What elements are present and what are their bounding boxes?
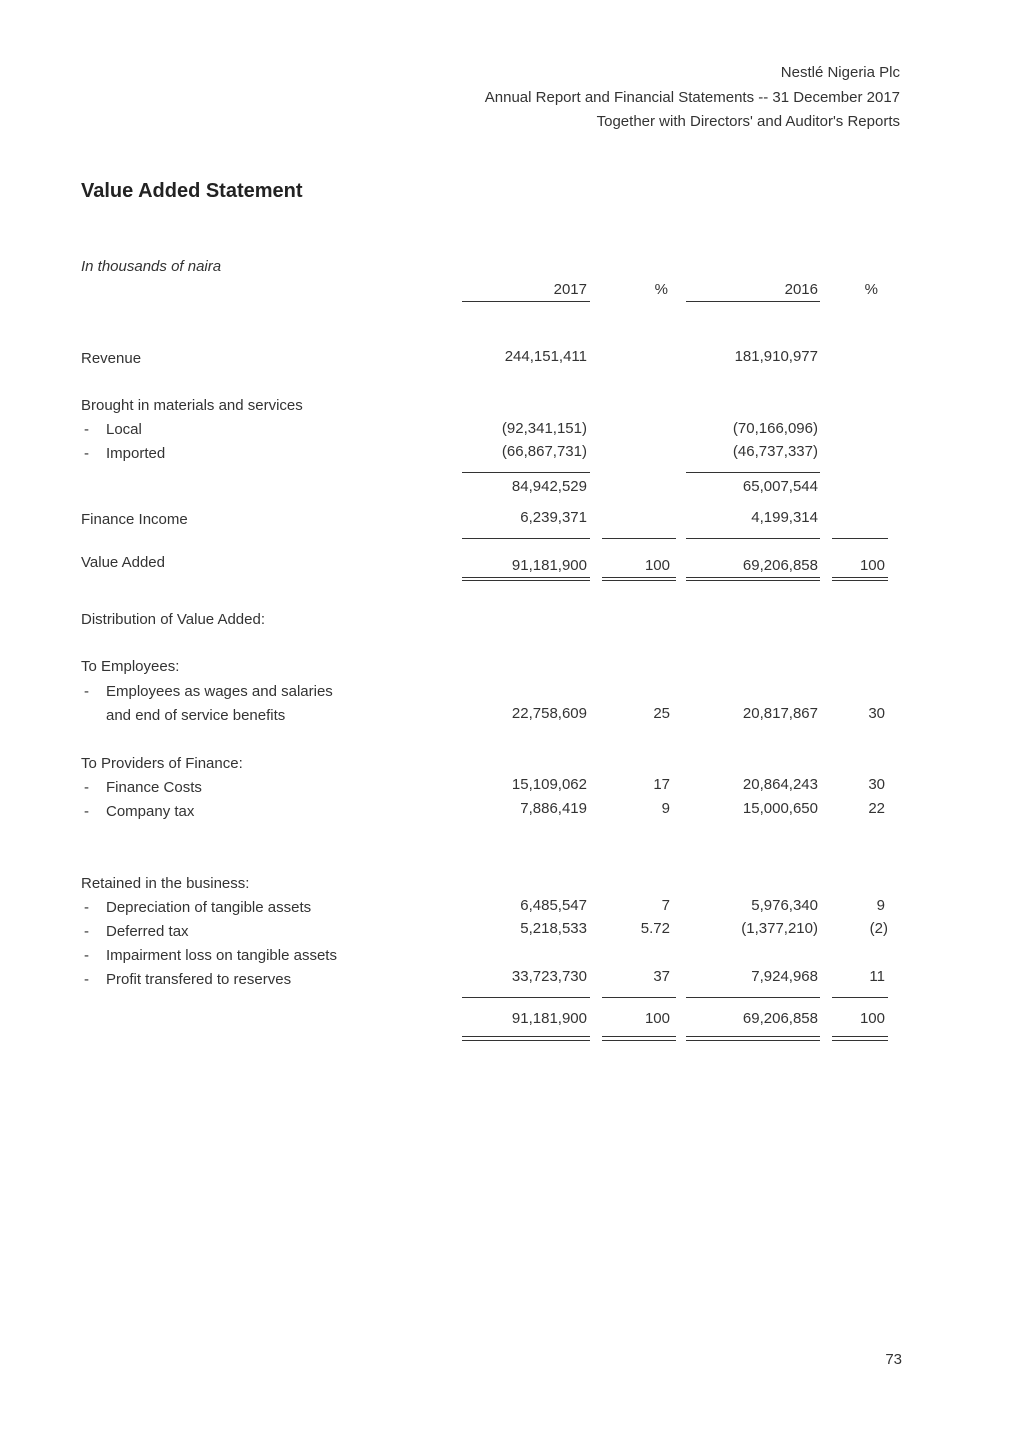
total-dbl-a-2016 [686, 1036, 820, 1037]
local-2016: (70,166,096) [732, 420, 818, 437]
value-added-percent-2016: 100 [859, 557, 885, 574]
local-2017: (92,341,151) [501, 420, 587, 437]
finance-costs-2016: 20,864,243 [742, 776, 818, 793]
depreciation-label: Depreciation of tangible assets [106, 899, 312, 916]
distribution-label: Distribution of Value Added: [81, 611, 266, 628]
depreciation-2017: 6,485,547 [520, 897, 587, 914]
depreciation-percent-2016: 9 [876, 897, 885, 914]
local-label: Local [106, 421, 142, 438]
imported-2017: (66,867,731) [501, 443, 587, 460]
column-header-percent-2016: % [864, 281, 878, 298]
finance-income-2016: 4,199,314 [751, 509, 818, 526]
total-line-2017 [462, 997, 590, 998]
column-header-2016: 2016 [784, 281, 818, 298]
page-number: 73 [885, 1351, 902, 1368]
page-title: Value Added Statement [81, 180, 303, 202]
profit-percent-2016: 11 [869, 968, 885, 985]
deferred-tax-percent-2016: (2) [869, 920, 888, 937]
impairment-label: Impairment loss on tangible assets [106, 947, 337, 964]
imported-bullet: - [84, 445, 89, 462]
total-dbl-b-2017 [462, 1040, 590, 1041]
deferred-tax-label: Deferred tax [106, 923, 189, 940]
impairment-bullet: - [84, 947, 89, 964]
employees-2017: 22,758,609 [511, 705, 587, 722]
profit-percent-2017: 37 [653, 968, 670, 985]
total-dbl-a-2017 [462, 1036, 590, 1037]
subtotal-line-2016 [686, 472, 820, 473]
employees-2016: 20,817,867 [742, 705, 818, 722]
company-tax-bullet: - [84, 803, 89, 820]
brought-in-label: Brought in materials and services [81, 397, 303, 414]
report-title: Annual Report and Financial Statements -- 31 December 2017 [484, 89, 900, 106]
total-2017: 91,181,900 [511, 1010, 587, 1027]
header-underline-2016 [686, 301, 820, 302]
total-dbl-b-p2016 [832, 1040, 888, 1041]
company-tax-percent-2017: 9 [661, 800, 670, 817]
value-added-2017: 91,181,900 [511, 557, 587, 574]
company-tax-2017: 7,886,419 [520, 800, 587, 817]
retained-label: Retained in the business: [81, 875, 250, 892]
company-name: Nestlé Nigeria Plc [780, 64, 900, 81]
total-dbl-b-p2017 [602, 1040, 676, 1041]
value-added-percent-2017: 100 [644, 557, 670, 574]
total-dbl-a-p2017 [602, 1036, 676, 1037]
va-dbl-b-p2016 [832, 580, 888, 581]
profit-label: Profit transfered to reserves [106, 971, 292, 988]
imported-label: Imported [106, 445, 166, 462]
va-dbl-a-p2017 [602, 577, 676, 578]
company-tax-2016: 15,000,650 [742, 800, 818, 817]
column-header-2017: 2017 [553, 281, 587, 298]
va-dbl-a-2017 [462, 577, 590, 578]
depreciation-bullet: - [84, 899, 89, 916]
finance-costs-percent-2016: 30 [868, 776, 885, 793]
va-dbl-b-2016 [686, 580, 820, 581]
deferred-tax-percent-2017: 5.72 [640, 920, 670, 937]
total-percent-2016: 100 [859, 1010, 885, 1027]
employees-bullet: - [84, 683, 89, 700]
finance-income-label: Finance Income [81, 511, 188, 528]
company-tax-percent-2016: 22 [868, 800, 885, 817]
total-dbl-a-p2016 [832, 1036, 888, 1037]
revenue-label: Revenue [81, 350, 142, 367]
total-percent-2017: 100 [644, 1010, 670, 1027]
finance-costs-bullet: - [84, 779, 89, 796]
profit-2016: 7,924,968 [751, 968, 818, 985]
va-dbl-b-2017 [462, 580, 590, 581]
local-bullet: - [84, 421, 89, 438]
deferred-tax-bullet: - [84, 923, 89, 940]
units-note: In thousands of naira [81, 258, 222, 275]
subtotal-2017: 84,942,529 [511, 478, 587, 495]
revenue-2017: 244,151,411 [504, 348, 587, 365]
imported-2016: (46,737,337) [732, 443, 818, 460]
total-line-2016 [686, 997, 820, 998]
total-line-p2016 [832, 997, 888, 998]
va-line-p2017 [602, 538, 676, 539]
total-2016: 69,206,858 [742, 1010, 818, 1027]
value-added-2016: 69,206,858 [742, 557, 818, 574]
finance-costs-2017: 15,109,062 [511, 776, 587, 793]
va-dbl-a-2016 [686, 577, 820, 578]
to-providers-label: To Providers of Finance: [81, 755, 243, 772]
va-line-2016 [686, 538, 820, 539]
profit-2017: 33,723,730 [511, 968, 587, 985]
subtotal-line-2017 [462, 472, 590, 473]
report-subtitle: Together with Directors' and Auditor's Reports [596, 113, 900, 130]
va-line-2017 [462, 538, 590, 539]
company-tax-label: Company tax [106, 803, 195, 820]
deferred-tax-2017: 5,218,533 [520, 920, 587, 937]
va-dbl-a-p2016 [832, 577, 888, 578]
employees-label-line1: Employees as wages and salaries [106, 683, 333, 700]
va-dbl-b-p2017 [602, 580, 676, 581]
employees-label-line2: and end of service benefits [106, 707, 286, 724]
finance-income-2017: 6,239,371 [520, 509, 587, 526]
finance-costs-percent-2017: 17 [653, 776, 670, 793]
total-line-p2017 [602, 997, 676, 998]
revenue-2016: 181,910,977 [734, 348, 818, 365]
total-dbl-b-2016 [686, 1040, 820, 1041]
va-line-p2016 [832, 538, 888, 539]
header-underline-2017 [462, 301, 590, 302]
profit-bullet: - [84, 971, 89, 988]
value-added-label: Value Added [81, 554, 165, 571]
deferred-tax-2016: (1,377,210) [741, 920, 818, 937]
depreciation-2016: 5,976,340 [751, 897, 818, 914]
to-employees-label: To Employees: [81, 658, 180, 675]
employees-percent-2017: 25 [653, 705, 670, 722]
depreciation-percent-2017: 7 [661, 897, 670, 914]
subtotal-2016: 65,007,544 [742, 478, 818, 495]
column-header-percent-2017: % [654, 281, 668, 298]
employees-percent-2016: 30 [868, 705, 885, 722]
finance-costs-label: Finance Costs [106, 779, 202, 796]
